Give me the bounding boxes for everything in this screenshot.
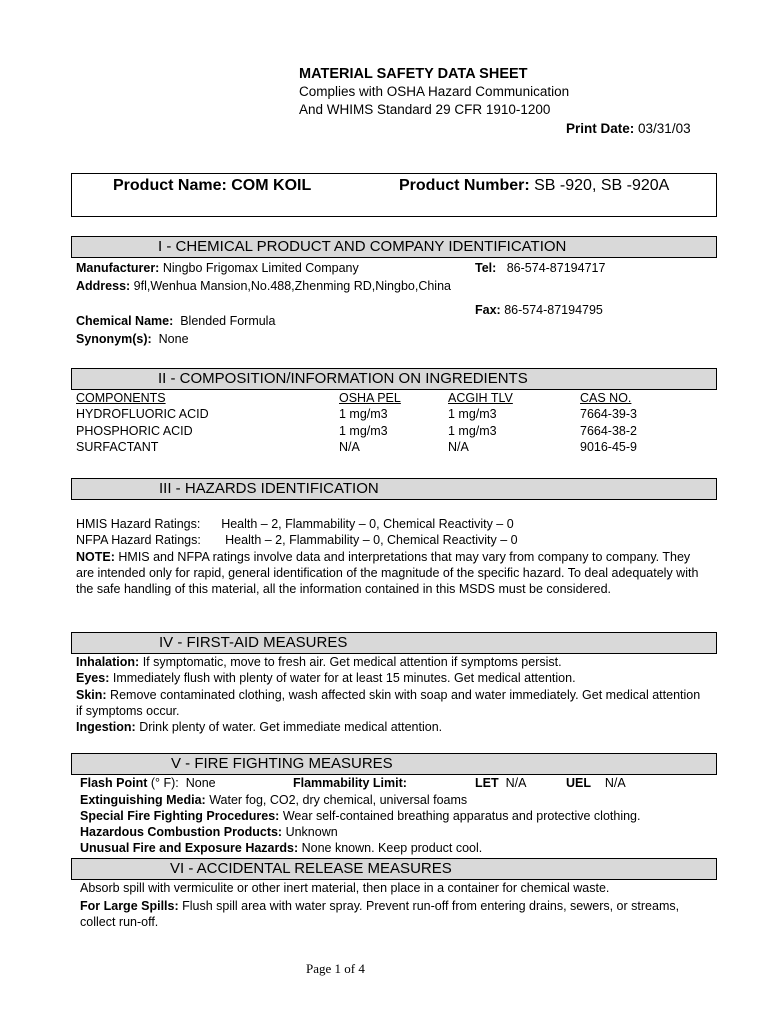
product-name-value: COM KOIL (231, 177, 312, 194)
manufacturer: Manufacturer: Ningbo Frigomax Limited Company (76, 261, 359, 275)
flash-point: Flash Point (° F): None (80, 776, 216, 790)
nfpa-ratings: NFPA Hazard Ratings: Health – 2, Flammability – 0, Chemical Reactivity – 0 (76, 533, 518, 547)
section-6-heading: VI - ACCIDENTAL RELEASE MEASURES (71, 858, 717, 880)
product-number-label: Product Number: (399, 177, 530, 194)
hmis-ratings: HMIS Hazard Ratings: Health – 2, Flammability – 0, Chemical Reactivity – 0 (76, 517, 514, 531)
telephone: Tel: 86-574-87194717 (475, 261, 606, 275)
table-cell: 1 mg/m3 (448, 407, 497, 421)
chemical-name: Chemical Name: Blended Formula (76, 314, 276, 328)
unusual-hazards: Unusual Fire and Exposure Hazards: None known. Keep product cool. (80, 841, 483, 855)
print-date (566, 121, 691, 136)
table-cell: 1 mg/m3 (339, 407, 388, 421)
column-header: COMPONENTS (76, 391, 166, 405)
first-aid-ingestion: Ingestion: Drink plenty of water. Get immediate medical attention. (76, 720, 443, 734)
table-cell: HYDROFLUORIC ACID (76, 407, 209, 421)
product-name (113, 177, 311, 195)
first-aid-skin: Skin: Remove contaminated clothing, wash affected skin with soap and water immediately. Get medical attention if symptoms occur. (76, 688, 701, 718)
product-name-label: Product Name: (113, 177, 227, 194)
column-header: CAS NO. (580, 391, 632, 405)
compliance-line-1: Complies with OSHA Hazard Communication (299, 84, 570, 99)
first-aid-eyes: Eyes: Immediately flush with plenty of water for at least 15 minutes. Get medical attention. (76, 671, 576, 685)
product-number (399, 177, 669, 195)
document-title: MATERIAL SAFETY DATA SHEET (299, 66, 528, 82)
large-spills: For Large Spills: Flush spill area with water spray. Prevent run-off from entering drains, sewers, or streams, collect run-off. (80, 899, 680, 929)
flammability-limit: Flammability Limit: (293, 776, 407, 790)
combustion-products: Hazardous Combustion Products: Unknown (80, 825, 338, 839)
page-number: Page 1 of 4 (306, 961, 365, 976)
let-value: LET N/A (475, 776, 527, 790)
table-cell: 7664-38-2 (580, 424, 637, 438)
first-aid-inhalation: Inhalation: If symptomatic, move to fresh air. Get medical attention if symptoms persist. (76, 655, 562, 669)
section-3-heading: III - HAZARDS IDENTIFICATION (71, 478, 717, 500)
print-date-value: 03/31/03 (638, 121, 691, 136)
product-number-value: SB -920, SB -920A (534, 177, 670, 194)
table-cell: 1 mg/m3 (339, 424, 388, 438)
table-cell: 1 mg/m3 (448, 424, 497, 438)
section-4-heading: IV - FIRST-AID MEASURES (71, 632, 717, 654)
fax: Fax: 86-574-87194795 (475, 303, 603, 317)
column-header: OSHA PEL (339, 391, 401, 405)
table-cell: 9016-45-9 (580, 440, 637, 454)
compliance-line-2: And WHIMS Standard 29 CFR 1910-1200 (299, 102, 551, 117)
table-cell: PHOSPHORIC ACID (76, 424, 193, 438)
table-cell: 7664-39-3 (580, 407, 637, 421)
table-cell: N/A (448, 440, 469, 454)
hazard-note: NOTE: HMIS and NFPA ratings involve data and interpretations that may vary from company to company. They are intended only for rapid, general identification of the magnitude of the specific hazard. To deal adequately with the safe handling of this material, all the information contained in this MSDS must be considered. (76, 550, 699, 596)
print-date-label: Print Date: (566, 121, 635, 136)
spill-absorb: Absorb spill with vermiculite or other inert material, then place in a container for chemical waste. (80, 881, 610, 895)
section-5-heading: V - FIRE FIGHTING MEASURES (71, 753, 717, 775)
extinguishing-media: Extinguishing Media: Water fog, CO2, dry chemical, universal foams (80, 793, 468, 807)
section-2-heading: II - COMPOSITION/INFORMATION ON INGREDIENTS (71, 368, 717, 390)
column-header: ACGIH TLV (448, 391, 513, 405)
table-cell: SURFACTANT (76, 440, 159, 454)
address: Address: 9fl,Wenhua Mansion,No.488,Zhenming RD,Ningbo,China (76, 279, 451, 293)
synonyms: Synonym(s): None (76, 332, 189, 346)
section-1-heading: I - CHEMICAL PRODUCT AND COMPANY IDENTIFICATION (71, 236, 717, 258)
table-cell: N/A (339, 440, 360, 454)
uel-value: UEL N/A (566, 776, 626, 790)
special-procedures: Special Fire Fighting Procedures: Wear self-contained breathing apparatus and protective clothing. (80, 809, 641, 823)
